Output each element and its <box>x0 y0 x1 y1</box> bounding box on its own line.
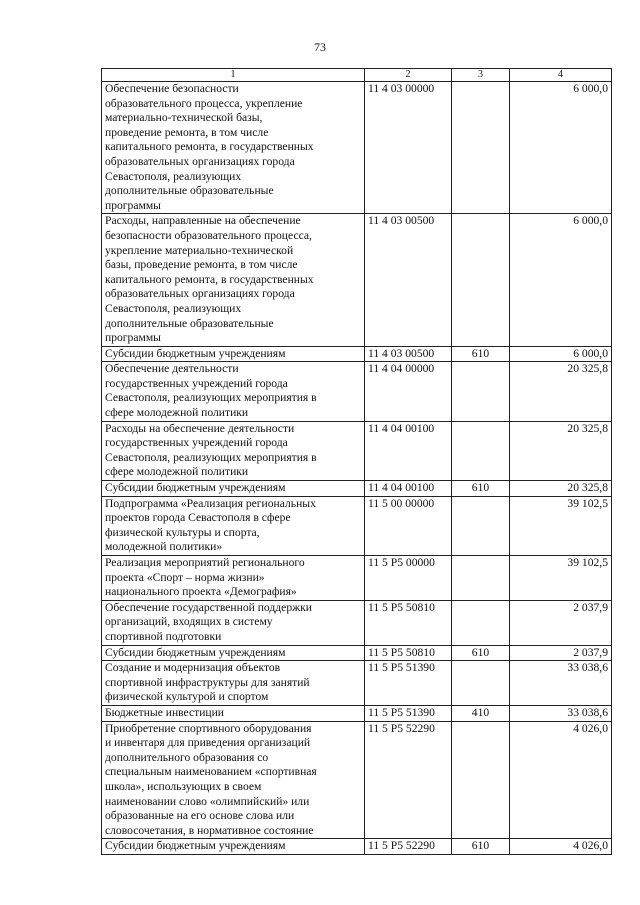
table-row <box>102 346 612 362</box>
row-code: 11 4 03 00500 <box>365 346 452 362</box>
row-amount: 20 325,8 <box>510 481 612 497</box>
table-row <box>102 661 612 706</box>
column-header-code: 2 <box>365 69 452 82</box>
row-amount: 2 037,9 <box>510 600 612 645</box>
table-row <box>102 556 612 601</box>
row-name: Бюджетные инвестиции <box>102 705 365 721</box>
row-expense-type <box>452 556 510 601</box>
column-header-amount: 4 <box>510 69 612 82</box>
row-amount: 20 325,8 <box>510 421 612 480</box>
table-row <box>102 82 612 214</box>
row-name: Создание и модернизация объектов спортивной инфраструктуры для занятий физической культурой и спортом <box>102 661 365 706</box>
column-header-name: 1 <box>102 69 365 82</box>
row-amount: 6 000,0 <box>510 214 612 346</box>
table-row <box>102 705 612 721</box>
row-name: Обеспечение безопасности образовательного процесса, укрепление материально-технической базы, проведение ремонта, в том числе капитального ремонта, в государственных образовательных организациях города Севастополя, реализующих дополнительные образовательные программы <box>102 82 365 214</box>
row-name: Подпрограмма «Реализация региональных проектов города Севастополя в сфере физической культуры и спорта, молодежной политики» <box>102 496 365 555</box>
table-row <box>102 645 612 661</box>
row-expense-type: 410 <box>452 705 510 721</box>
row-amount: 39 102,5 <box>510 556 612 601</box>
table-row <box>102 496 612 555</box>
row-code: 11 4 03 00500 <box>365 214 452 346</box>
row-amount: 6 000,0 <box>510 82 612 214</box>
row-amount: 33 038,6 <box>510 705 612 721</box>
row-expense-type: 610 <box>452 839 510 855</box>
row-expense-type <box>452 421 510 480</box>
row-expense-type <box>452 600 510 645</box>
table-row <box>102 721 612 839</box>
table-row <box>102 362 612 421</box>
row-code: 11 4 04 00100 <box>365 481 452 497</box>
row-code: 11 5 Р5 50810 <box>365 600 452 645</box>
row-code: 11 5 Р5 52290 <box>365 839 452 855</box>
table-row <box>102 421 612 480</box>
row-amount: 39 102,5 <box>510 496 612 555</box>
row-code: 11 5 Р5 51390 <box>365 661 452 706</box>
row-amount: 33 038,6 <box>510 661 612 706</box>
row-name: Реализация мероприятий регионального проекта «Спорт – норма жизни» национального проекта «Демография» <box>102 556 365 601</box>
table-header-row <box>102 69 612 82</box>
table-row <box>102 214 612 346</box>
row-expense-type: 610 <box>452 481 510 497</box>
row-expense-type <box>452 661 510 706</box>
row-expense-type: 610 <box>452 346 510 362</box>
row-amount: 6 000,0 <box>510 346 612 362</box>
column-header-type: 3 <box>452 69 510 82</box>
row-code: 11 4 04 00100 <box>365 421 452 480</box>
page-number: 73 <box>314 40 326 54</box>
row-name: Расходы на обеспечение деятельности государственных учреждений города Севастополя, реализующих мероприятия в сфере молодежной политики <box>102 421 365 480</box>
row-name: Субсидии бюджетным учреждениям <box>102 645 365 661</box>
row-name: Расходы, направленные на обеспечение безопасности образовательного процесса, укрепление материально-технической базы, проведение ремонта, в том числе капитального ремонта, в государственных образовательных организациях города Севастополя, реализующих дополнительные образовательные программы <box>102 214 365 346</box>
table-row <box>102 839 612 855</box>
row-expense-type <box>452 721 510 839</box>
row-name: Субсидии бюджетным учреждениям <box>102 839 365 855</box>
budget-table <box>101 68 612 855</box>
row-name: Субсидии бюджетным учреждениям <box>102 346 365 362</box>
row-expense-type: 610 <box>452 645 510 661</box>
row-code: 11 5 Р5 50810 <box>365 645 452 661</box>
row-expense-type <box>452 82 510 214</box>
table-row <box>102 600 612 645</box>
row-expense-type <box>452 214 510 346</box>
row-amount: 4 026,0 <box>510 839 612 855</box>
row-expense-type <box>452 362 510 421</box>
table-row <box>102 481 612 497</box>
row-amount: 2 037,9 <box>510 645 612 661</box>
row-name: Обеспечение государственной поддержки организаций, входящих в систему спортивной подготовки <box>102 600 365 645</box>
row-code: 11 5 Р5 52290 <box>365 721 452 839</box>
row-expense-type <box>452 496 510 555</box>
row-code: 11 4 03 00000 <box>365 82 452 214</box>
row-code: 11 5 Р5 51390 <box>365 705 452 721</box>
row-code: 11 5 Р5 00000 <box>365 556 452 601</box>
row-amount: 4 026,0 <box>510 721 612 839</box>
row-code: 11 4 04 00000 <box>365 362 452 421</box>
row-code: 11 5 00 00000 <box>365 496 452 555</box>
row-name: Приобретение спортивного оборудования и инвентаря для приведения организаций дополнительного образования со специальным наименованием «спортивная школа», использующих в своем наименовании слово «олимпийский» или образованные на его основе слова или словосочетания, в нормативное состояние <box>102 721 365 839</box>
row-name: Обеспечение деятельности государственных учреждений города Севастополя, реализующих мероприятия в сфере молодежной политики <box>102 362 365 421</box>
row-amount: 20 325,8 <box>510 362 612 421</box>
row-name: Субсидии бюджетным учреждениям <box>102 481 365 497</box>
